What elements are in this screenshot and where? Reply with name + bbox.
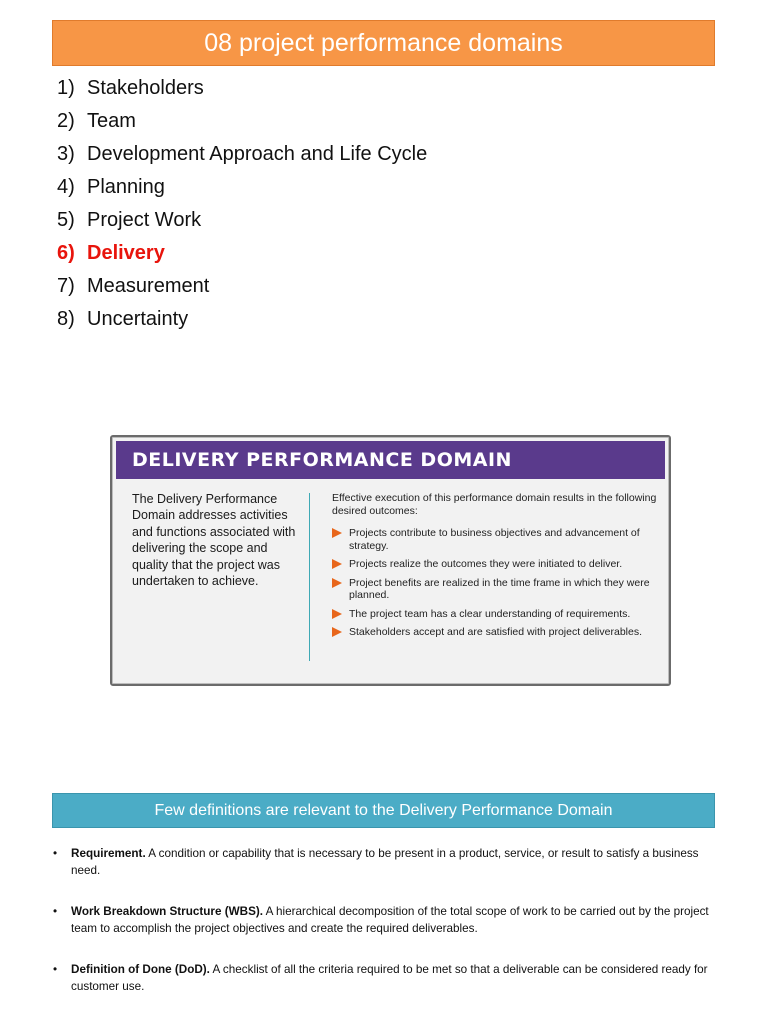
list-item (57, 171, 427, 204)
bullet: • (53, 847, 58, 860)
list-number: 6) (57, 242, 75, 264)
triangle-bullet-icon (332, 528, 342, 538)
list-label: Project Work (87, 209, 202, 231)
page-title: 08 project performance domains (52, 20, 715, 66)
list-item (57, 72, 427, 105)
list-label: Stakeholders (87, 77, 204, 99)
bullet: • (53, 905, 58, 918)
list-label: Delivery (87, 242, 165, 264)
domain-list (57, 72, 427, 336)
outcome-text: Projects contribute to business objectives and advancement of strategy. (349, 527, 640, 552)
outcome-text: Projects realize the outcomes they were initiated to deliver. (349, 558, 623, 570)
definitions-header: Few definitions are relevant to the Delivery Performance Domain (52, 793, 715, 828)
list-label: Measurement (87, 275, 210, 297)
list-item (57, 303, 427, 336)
triangle-bullet-icon (332, 627, 342, 637)
definition-text: A hierarchical decomposition of the total scope of work to be carried out by the project team to accomplish the project objectives and create the required deliverables. (71, 905, 709, 935)
outcome-item (332, 626, 662, 639)
outcome-text: Project benefits are realized in the time frame in which they were planned. (349, 576, 650, 601)
definition-term: Work Breakdown Structure (WBS). (71, 905, 263, 918)
definition-item (53, 962, 713, 995)
list-item-active (57, 237, 427, 270)
triangle-bullet-icon (332, 578, 342, 588)
list-item (57, 138, 427, 171)
definition-term: Requirement. (71, 847, 146, 860)
definition-item (53, 846, 713, 879)
list-number: 8) (57, 308, 75, 330)
list-item (57, 270, 427, 303)
list-number: 2) (57, 110, 75, 132)
list-item (57, 204, 427, 237)
card-header: DELIVERY PERFORMANCE DOMAIN (116, 441, 665, 479)
outcome-item (332, 577, 662, 602)
card-divider (309, 493, 310, 661)
triangle-bullet-icon (332, 609, 342, 619)
list-number: 4) (57, 176, 75, 198)
list-number: 7) (57, 275, 75, 297)
definition-item (53, 904, 713, 937)
list-label: Planning (87, 176, 165, 198)
outcomes-intro: Effective execution of this performance domain results in the following desired outcomes: (332, 492, 657, 517)
list-number: 3) (57, 143, 75, 165)
outcome-text: The project team has a clear understanding of requirements. (349, 607, 631, 620)
outcome-item (332, 608, 662, 621)
outcome-text: Stakeholders accept and are satisfied with project deliverables. (349, 626, 642, 638)
definition-text: A condition or capability that is necessary to be present in a product, service, or result to satisfy a business need. (71, 847, 699, 877)
list-number: 1) (57, 77, 75, 99)
list-label: Team (87, 110, 136, 132)
list-label: Uncertainty (87, 308, 189, 330)
list-number: 5) (57, 209, 75, 231)
delivery-domain-card (110, 435, 671, 686)
outcome-item (332, 558, 662, 571)
list-item (57, 105, 427, 138)
list-label: Development Approach and Life Cycle (87, 143, 428, 165)
definitions-list (53, 846, 713, 1020)
triangle-bullet-icon (332, 559, 342, 569)
outcomes-panel (332, 492, 662, 645)
outcome-item (332, 527, 662, 552)
bullet: • (53, 963, 58, 976)
definition-text: A checklist of all the criteria required to be met so that a deliverable can be considered ready for customer use. (71, 963, 708, 993)
card-description: The Delivery Performance Domain addresses activities and functions associated with delivering the scope and quality that the project was undertaken to achieve. (132, 492, 296, 589)
definition-term: Definition of Done (DoD). (71, 963, 210, 976)
